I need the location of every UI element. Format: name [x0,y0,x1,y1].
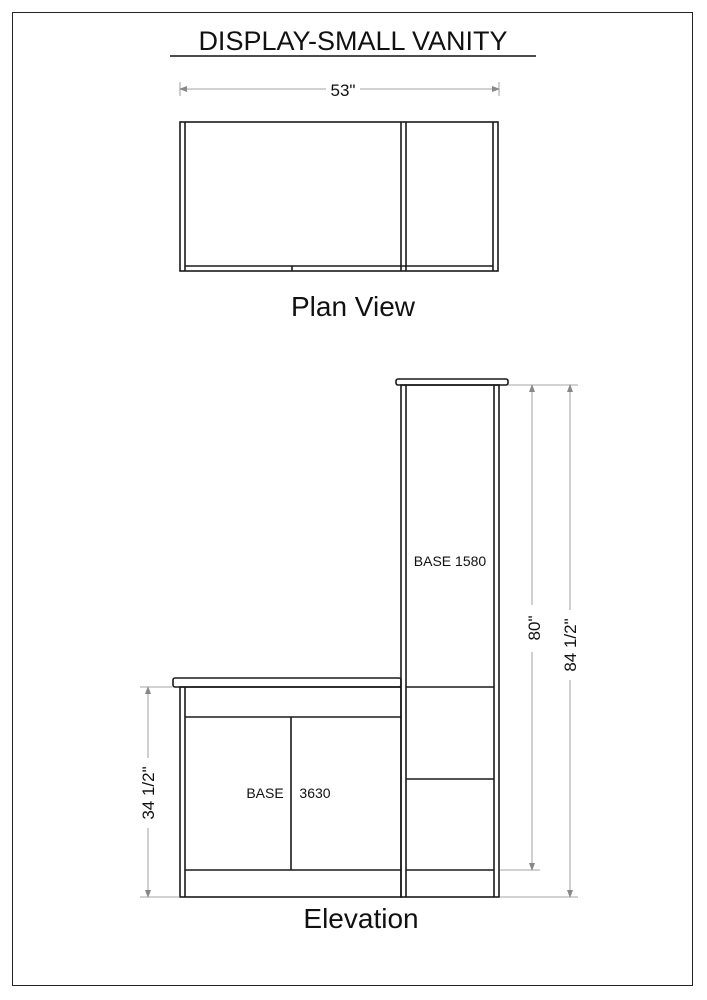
base-cabinet-label: BASE [246,785,284,801]
elevation-caption: Elevation [303,903,419,934]
plan-view-drawing [180,122,498,271]
base-cabinet-number: 3630 [299,785,331,801]
plan-view-caption: Plan View [290,291,416,322]
tall-cabinet-label: BASE 1580 [413,553,487,569]
tall-cabinet [396,379,508,897]
plan-width-label: 53" [330,81,356,100]
base-cabinet [173,678,401,897]
right-inner-height-label: 80" [525,615,544,641]
plan-width-dimension [180,81,499,100]
left-height-label: 34 1/2" [139,766,158,820]
right-outer-height-label: 84 1/2" [561,618,580,672]
drawing-title: DISPLAY-SMALL VANITY [198,26,508,56]
